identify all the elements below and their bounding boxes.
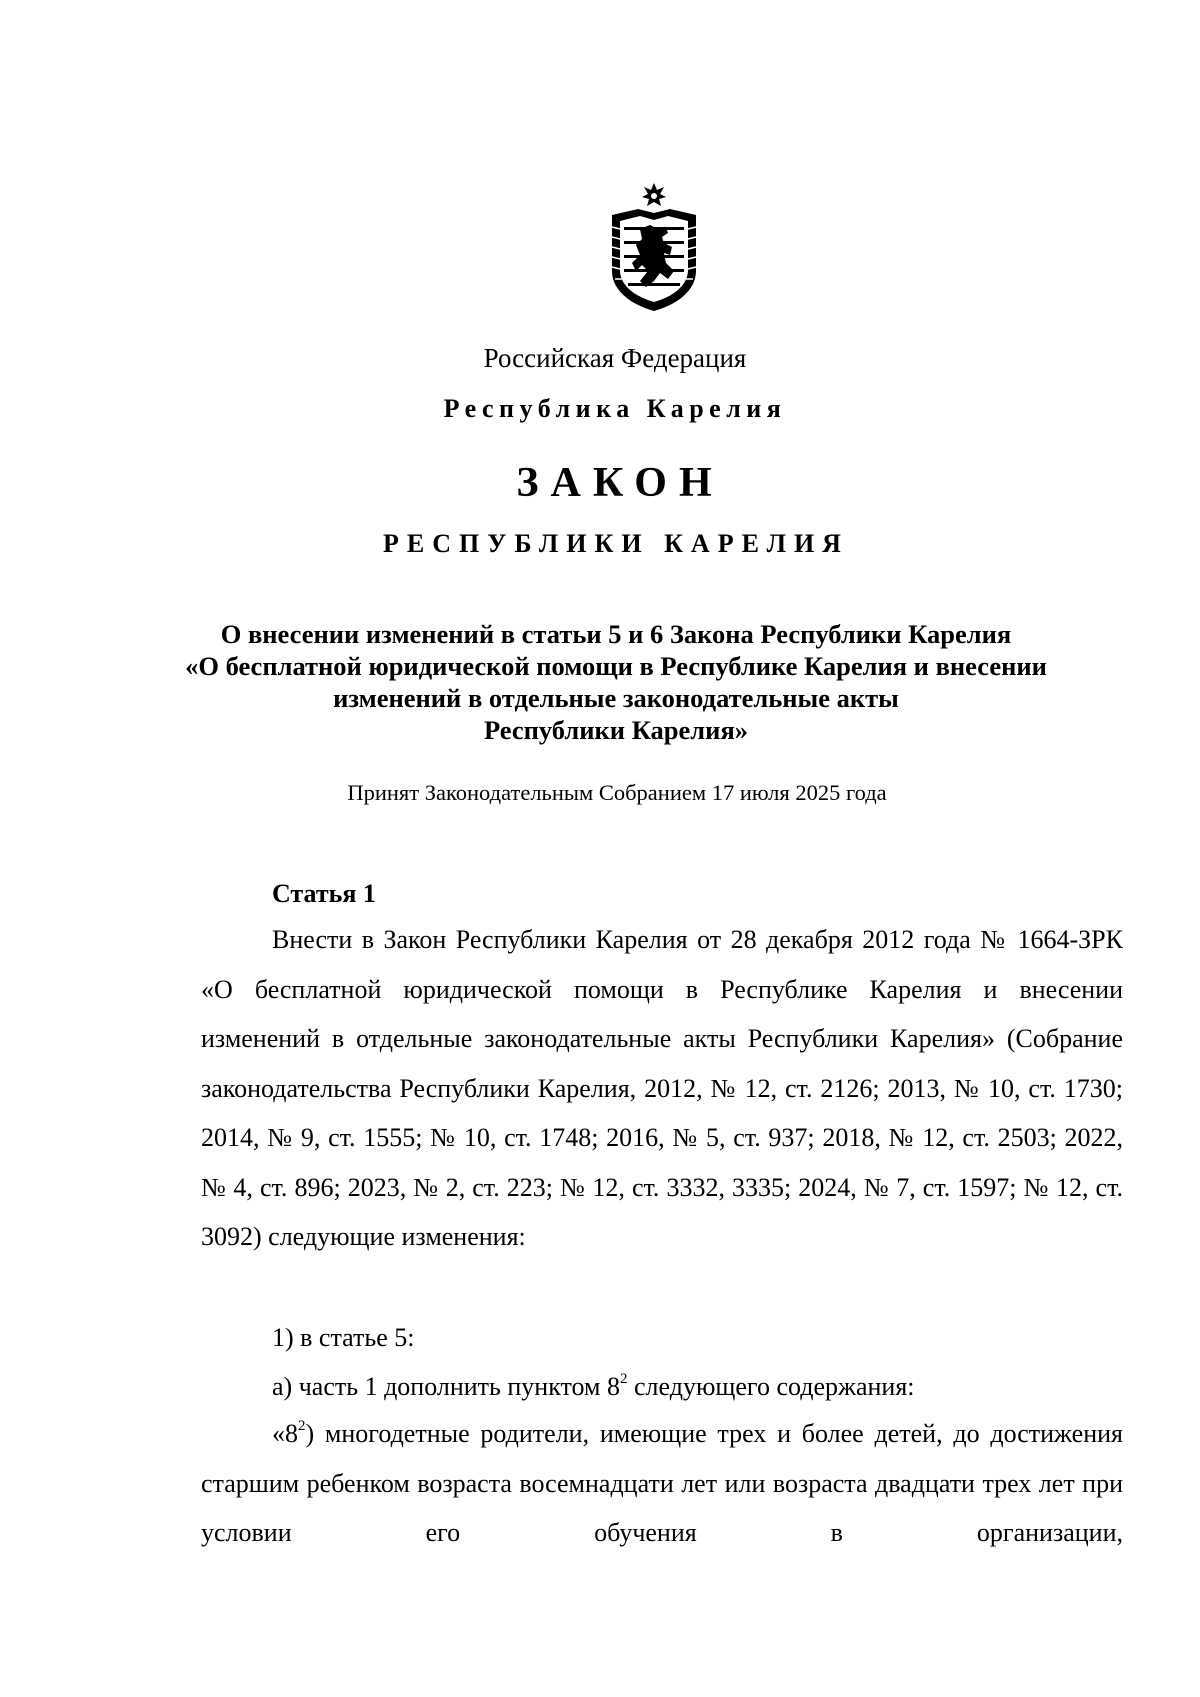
item-a-superscript: 2 xyxy=(620,1371,628,1388)
heading-line: О внесении изменений в статьи 5 и 6 Закона Республики Карелия xyxy=(220,619,1012,649)
law-subtitle: РЕСПУБЛИКИ КАРЕЛИЯ xyxy=(383,529,849,558)
article-body: Внести в Закон Республики Карелия от 28 декабря 2012 года № 1664-ЗРК «О бесплатной юридической помощи в Республике Карелия и внесении изменений в отдельные законодательные акты Республики Карелия» (Собрание законодательства Республики Карелия, 2012, № 12, ст. 2126; 2013, № 10, ст. 1730; 2014, № 9, ст. 1555; № 10, ст. 1748; 2016, № 5, ст. 937; 2018, № 12, ст. 2503; 2022, № 4, ст. 896; 2023, № 2, ст. 223; № 12, ст. 3332, 3335; 2024, № 7, ст. 1597; № 12, ст. 3092) следующие изменения: xyxy=(201,925,1123,1251)
list-item-a xyxy=(272,1370,915,1404)
country-name: Российская Федерация xyxy=(483,343,747,373)
law-title: ЗАКОН xyxy=(516,460,724,506)
item-a-text: а) часть 1 дополнить пунктом 8 xyxy=(272,1372,620,1401)
quote-superscript: 2 xyxy=(298,1418,306,1435)
adoption-note: Принят Законодательным Собранием 17 июля 2025 года xyxy=(347,780,887,805)
heading-line: «О бесплатной юридической помощи в Республике Карелия и внесении xyxy=(185,651,1047,681)
republic-name: Республика Карелия xyxy=(443,394,787,423)
quote-text: ) многодетные родители, имеющие трех и более детей, до достижения старшим ребенком возраста восемнадцати лет или возраста двадцати трех лет при условии его обучения в организации, xyxy=(201,1419,1123,1547)
quote-open: «8 xyxy=(272,1419,298,1448)
article-title: Статья 1 xyxy=(272,879,376,908)
heading-line: Республики Карелия» xyxy=(483,715,749,745)
law-heading xyxy=(16,618,1200,746)
heading-line: изменений в отдельные законодательные акты xyxy=(333,683,899,713)
list-item-1: 1) в статье 5: xyxy=(272,1323,415,1352)
item-a-text-end: следующего содержания: xyxy=(627,1372,915,1401)
karelia-coat-of-arms-icon xyxy=(606,183,702,313)
quoted-paragraph xyxy=(201,1409,1123,1558)
